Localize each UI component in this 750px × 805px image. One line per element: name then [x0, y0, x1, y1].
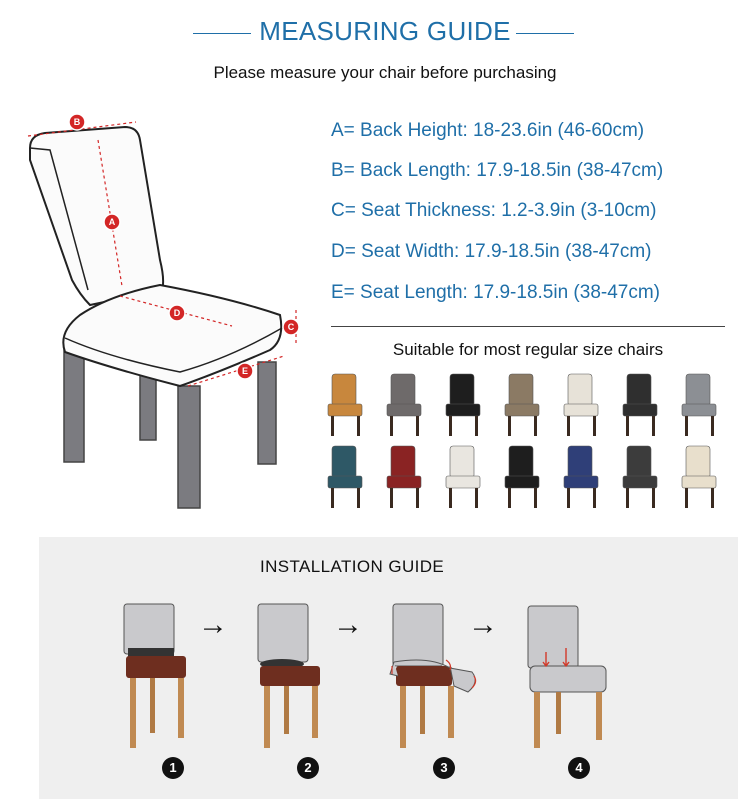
marker-b-label: B [73, 117, 81, 127]
marker-e-label: E [241, 366, 249, 376]
page-title: MEASURING GUIDE [259, 16, 511, 46]
step-number-2: 2 [297, 757, 319, 779]
measure-b: B= Back Length: 17.9-18.5in (38-47cm) [331, 160, 664, 181]
gallery-chair [328, 374, 362, 436]
install-step-3 [390, 604, 476, 748]
measure-c: C= Seat Thickness: 1.2-3.9in (3-10cm) [331, 200, 657, 221]
installation-title: INSTALLATION GUIDE [260, 557, 445, 576]
gallery-chair [564, 374, 598, 436]
marker-c-label: C [287, 322, 295, 332]
chair-gallery [318, 370, 738, 515]
gallery-chair [446, 446, 480, 508]
install-step-2 [258, 604, 320, 748]
gallery-chair [623, 446, 657, 508]
chair-measure-diagram [0, 100, 320, 520]
step-number-1: 1 [162, 757, 184, 779]
step-number-3: 3 [433, 757, 455, 779]
measure-d: D= Seat Width: 17.9-18.5in (38-47cm) [331, 241, 652, 262]
step-number-4: 4 [568, 757, 590, 779]
install-step-4 [528, 606, 606, 748]
install-step-1 [124, 604, 186, 748]
arrow-icon: → [468, 608, 498, 641]
page-subtitle: Please measure your chair before purchasing [213, 63, 557, 82]
marker-a-label: A [108, 217, 116, 227]
measure-a: A= Back Height: 18-23.6in (46-60cm) [331, 120, 645, 141]
gallery-chair [564, 446, 598, 508]
gallery-chair [682, 446, 716, 508]
marker-d-label: D [173, 308, 181, 318]
gallery-chair [446, 374, 480, 436]
gallery-chair [328, 446, 362, 508]
gallery-chair [505, 446, 539, 508]
section-divider [331, 326, 725, 327]
gallery-chair [682, 374, 716, 436]
suitable-note: Suitable for most regular size chairs [392, 340, 664, 359]
gallery-chair [623, 374, 657, 436]
installation-steps-diagram [110, 600, 630, 750]
gallery-chair [387, 374, 421, 436]
gallery-chair [387, 446, 421, 508]
measure-e: E= Seat Length: 17.9-18.5in (38-47cm) [331, 282, 661, 303]
gallery-chair [505, 374, 539, 436]
arrow-icon: → [333, 608, 363, 641]
arrow-icon: → [198, 608, 228, 641]
